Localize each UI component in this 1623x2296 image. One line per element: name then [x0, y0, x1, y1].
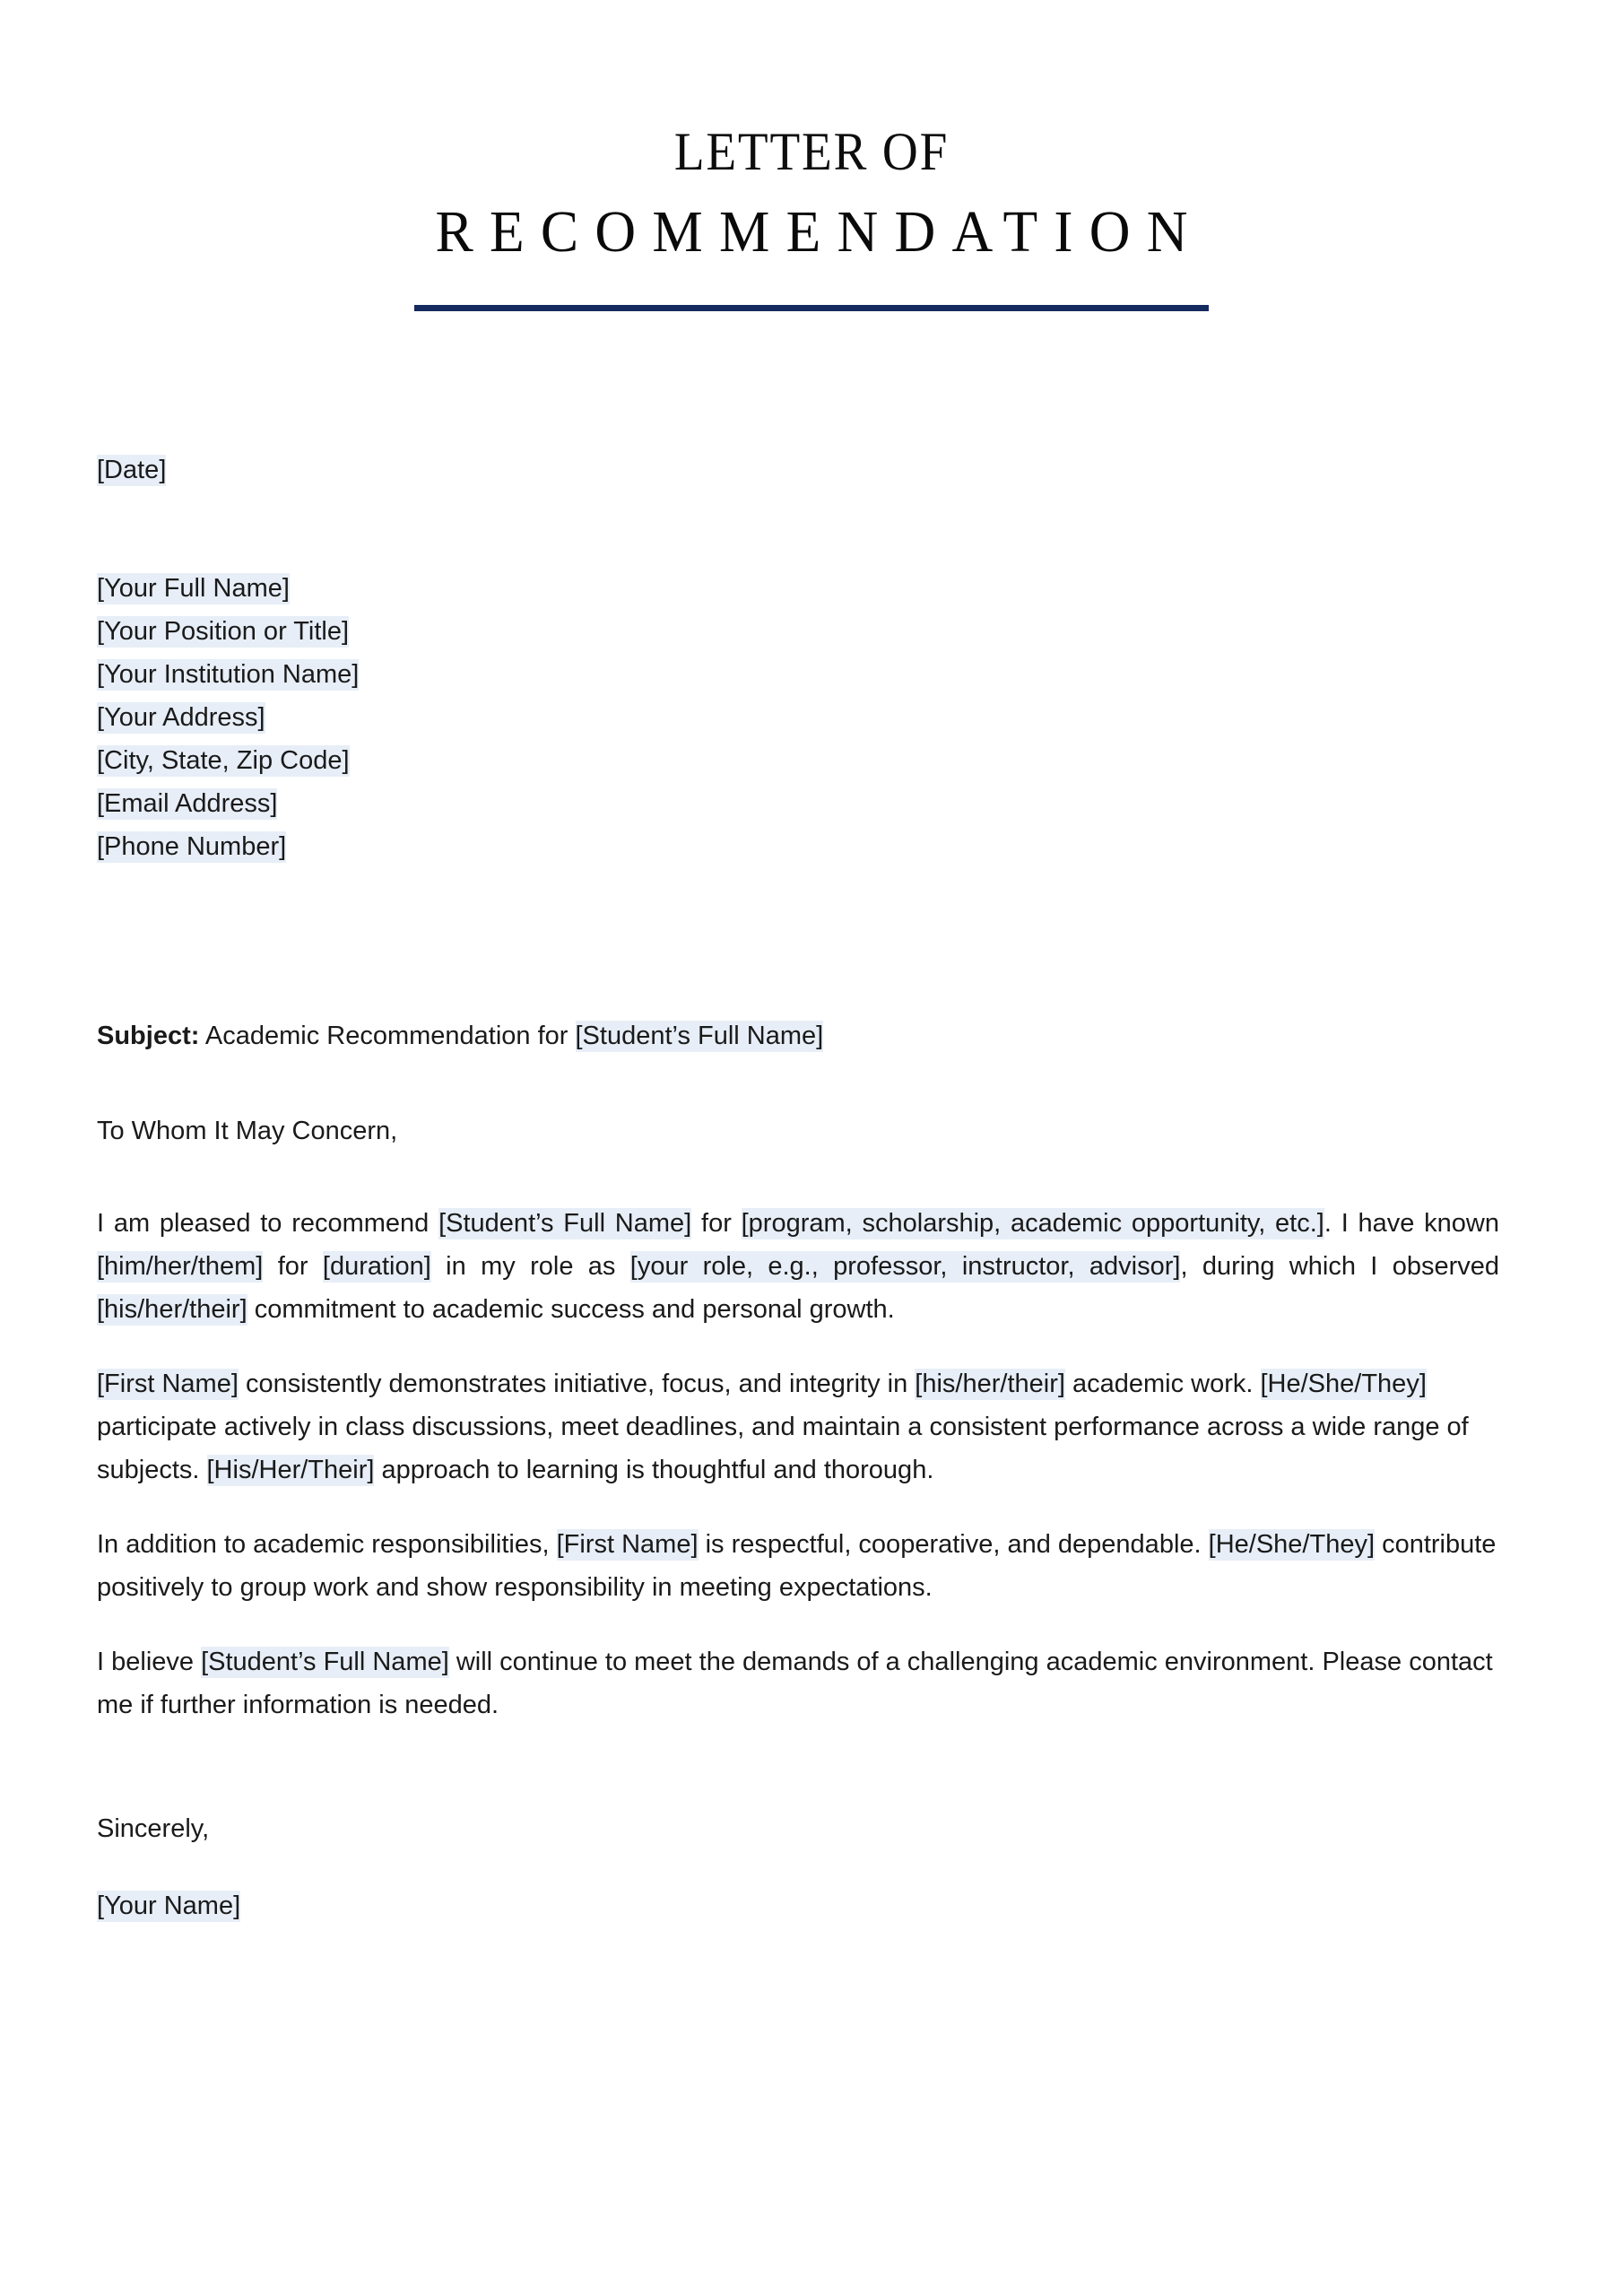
signature-space: [97, 1850, 240, 1884]
p4-text-2: will continue to meet the demands of a challenging academic environment. Please contact me if further information is needed.: [97, 1648, 1493, 1719]
p1-student-name-placeholder[interactable]: [Student’s Full Name]: [438, 1209, 692, 1238]
email-address-placeholder[interactable]: [Email Address]: [97, 789, 278, 818]
your-position-placeholder[interactable]: [Your Position or Title]: [97, 617, 350, 646]
p2-pronoun-subject-placeholder[interactable]: [He/She/They]: [1260, 1370, 1427, 1398]
title-divider-wrap: [0, 305, 1623, 311]
p3-first-name-placeholder[interactable]: [First Name]: [556, 1530, 699, 1559]
p1-text-6: , during which I observed: [1180, 1252, 1499, 1281]
paragraph-4: [97, 1640, 1499, 1726]
page-title-line-2: RECOMMENDATION: [435, 199, 1204, 265]
p1-pronoun-object-placeholder[interactable]: [him/her/them]: [97, 1252, 264, 1281]
sender-line-city-state-zip: [97, 739, 359, 782]
phone-number-placeholder[interactable]: [Phone Number]: [97, 832, 287, 861]
p2-first-name-placeholder[interactable]: [First Name]: [97, 1370, 239, 1398]
p4-student-name-placeholder[interactable]: [Student’s Full Name]: [201, 1648, 449, 1676]
p1-text-4: for: [263, 1252, 323, 1281]
p2-text-4: approach to learning is thoughtful and thorough.: [374, 1456, 934, 1484]
p2-text-3: participate actively in class discussions, meet deadlines, and maintain a consistent performance across a wide range of subjects.: [97, 1413, 1469, 1484]
signature-name-line: [97, 1884, 240, 1927]
date-placeholder[interactable]: [Date]: [97, 456, 167, 484]
page-title-line-1: LETTER OF: [673, 122, 950, 181]
p3-pronoun-subject-placeholder[interactable]: [He/She/They]: [1208, 1530, 1376, 1559]
subject-line: [97, 1014, 823, 1057]
your-name-placeholder[interactable]: [Your Name]: [97, 1892, 241, 1920]
p3-text-2: is respectful, cooperative, and dependable.: [698, 1530, 1209, 1559]
salutation: To Whom It May Concern,: [97, 1117, 398, 1145]
your-institution-placeholder[interactable]: [Your Institution Name]: [97, 660, 360, 689]
p1-text-3: . I have known: [1324, 1209, 1499, 1238]
paragraph-2: [97, 1362, 1499, 1492]
p4-text-1: I believe: [97, 1648, 202, 1676]
p2-text-2: academic work.: [1064, 1370, 1261, 1398]
sender-line-full-name: [97, 567, 359, 610]
sender-line-email: [97, 782, 359, 825]
title-divider: [414, 305, 1209, 311]
p3-text-3: contribute positively to group work and show responsibility in meeting expectations.: [97, 1530, 1497, 1602]
p2-pronoun-possessive-cap-placeholder[interactable]: [His/Her/Their]: [206, 1456, 375, 1484]
p1-duration-placeholder[interactable]: [duration]: [322, 1252, 431, 1281]
subject-student-name-placeholder[interactable]: [Student’s Full Name]: [575, 1022, 824, 1050]
city-state-zip-placeholder[interactable]: [City, State, Zip Code]: [97, 746, 350, 775]
p3-text-1: In addition to academic responsibilities,: [97, 1530, 557, 1559]
sign-off: Sincerely,: [97, 1814, 210, 1843]
sender-line-institution: [97, 653, 359, 696]
p1-text-1: I am pleased to recommend: [97, 1209, 439, 1238]
closing-block: [97, 1807, 240, 1927]
p2-text-1: consistently demonstrates initiative, focus, and integrity in: [238, 1370, 916, 1398]
p1-text-5: in my role as: [430, 1252, 630, 1281]
p1-your-role-placeholder[interactable]: [your role, e.g., professor, instructor, advisor]: [629, 1252, 1181, 1281]
subject-text: Academic Recommendation for: [199, 1022, 576, 1050]
p1-text-2: for: [691, 1209, 742, 1238]
p2-pronoun-possessive-placeholder[interactable]: [his/her/their]: [915, 1370, 1065, 1398]
letter-paragraphs: [97, 1202, 1499, 1726]
sender-line-position: [97, 610, 359, 653]
your-address-placeholder[interactable]: [Your Address]: [97, 703, 265, 732]
p1-program-placeholder[interactable]: [program, scholarship, academic opportunity, etc.]: [741, 1209, 1324, 1238]
subject-label: Subject:: [97, 1022, 200, 1050]
sender-line-address: [97, 696, 359, 739]
date-block: [97, 448, 166, 491]
sender-line-phone: [97, 825, 359, 868]
paragraph-1: [97, 1202, 1499, 1331]
p1-pronoun-possessive-placeholder[interactable]: [his/her/their]: [97, 1295, 247, 1324]
letterhead: [0, 0, 1623, 311]
sender-address-block: [97, 567, 359, 868]
p1-text-7: commitment to academic success and personal growth.: [247, 1295, 895, 1324]
your-full-name-placeholder[interactable]: [Your Full Name]: [97, 574, 290, 603]
paragraph-3: [97, 1523, 1499, 1609]
